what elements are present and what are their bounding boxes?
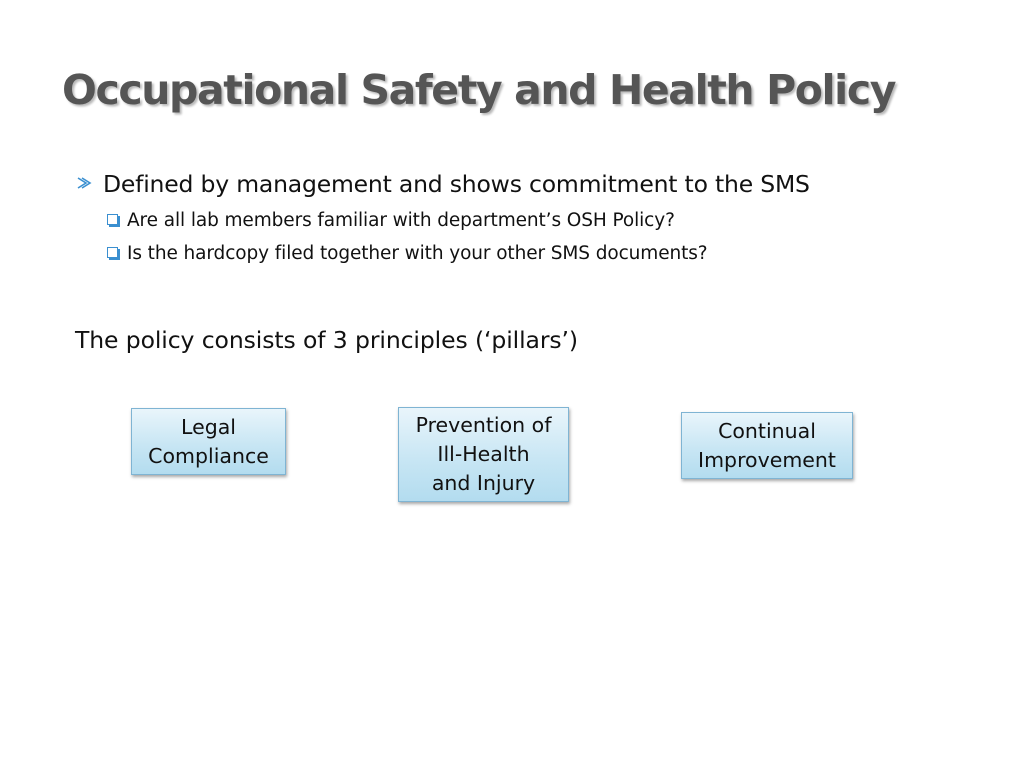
pillars-intro-text: The policy consists of 3 principles (‘pillars’) [75, 326, 578, 354]
slide-title: Occupational Safety and Health Policy [62, 66, 896, 114]
sub-bullet-item [107, 243, 708, 264]
sub-bullet-item [107, 210, 675, 231]
bullet-text: Defined by management and shows commitment to the SMS [103, 170, 810, 198]
checkbox-bullet-icon [107, 247, 118, 258]
bullet-item [76, 170, 810, 198]
pillar-prevention: Prevention of Ill-Health and Injury [398, 407, 569, 502]
pillar-legal-compliance: Legal Compliance [131, 408, 286, 475]
checkbox-bullet-icon [107, 214, 118, 225]
sub-bullet-text: Is the hardcopy filed together with your other SMS documents? [127, 243, 708, 264]
arrow-bullet-icon [76, 177, 94, 189]
pillar-continual-improvement: Continual Improvement [681, 412, 853, 479]
sub-bullet-text: Are all lab members familiar with department’s OSH Policy? [127, 210, 675, 231]
